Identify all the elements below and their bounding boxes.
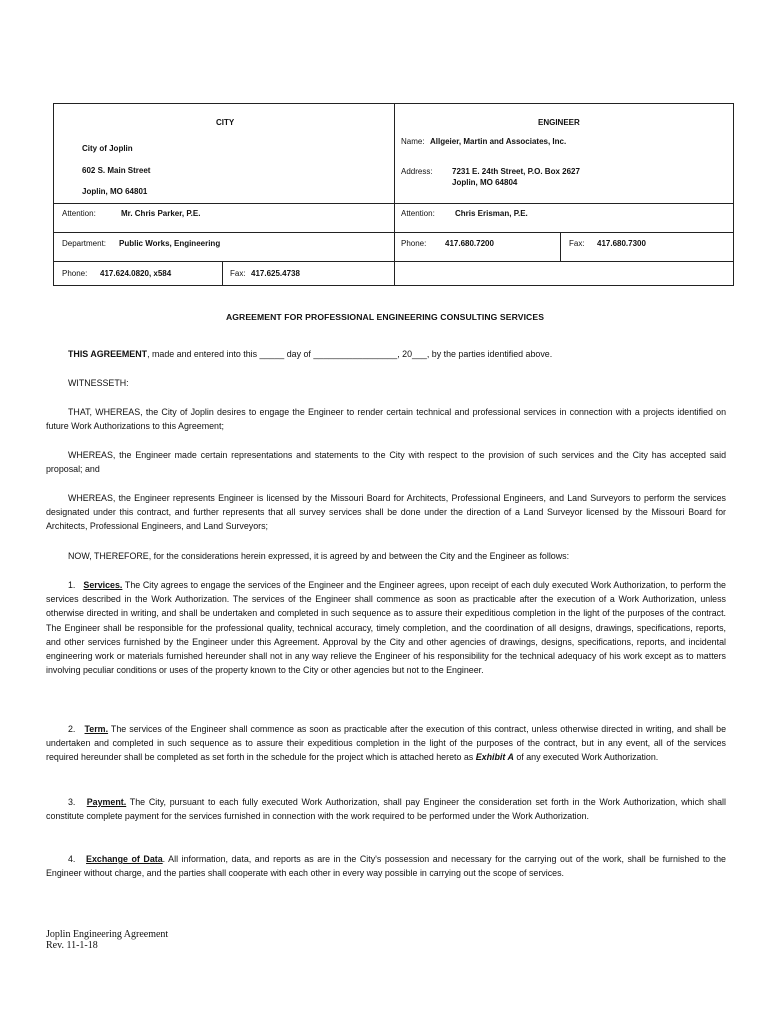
witnesseth-text: WITNESSETH: <box>68 378 129 388</box>
city-fax-value: 417.625.4738 <box>251 269 300 278</box>
section-text: The services of the Engineer shall commence as soon as practicable after the execution of this contract, unless otherwise directed in writing, and shall be undertaken and completed in such sequence as to assure their expeditious completion in the light of the purposes of the contract, but in any event, all of the services required hereunder shall be completed as set forth in the schedule for the project which is attached hereto as <box>46 724 727 763</box>
witnesseth-paragraph <box>46 376 726 390</box>
engineer-address-label: Address: <box>401 167 433 176</box>
city-attention-value: Mr. Chris Parker, P.E. <box>121 209 201 218</box>
whereas-paragraph-3 <box>46 491 726 534</box>
table-rule <box>394 203 734 204</box>
engineer-address-line2: Joplin, MO 64804 <box>452 178 518 187</box>
section-text: The City agrees to engage the services of the Engineer and the Engineer agrees, upon receipt of each duly executed Work Authorization, to perform the services described in the Work Authorization. The services of the Engineer shall commence as soon as practicable after the execution of a Work Authorization, unless otherwise directed in writing, and shall be undertaken and completed in such sequence as to assure their expeditious completion in the light of the purposes of the contract. The Engineer shall be responsible for the professional quality, technical accuracy, timely completion, and the coordination of all designs, drawings, specifications, reports, and other services furnished by the Engineer under this Agreement. Approval by the City and other agencies of drawings, designs, specifications, reports, and incidental engineering work or materials furnished hereunder shall not in any way relieve the Engineer of his responsibility for the technical adequacy of his work except as to matters involving peculiar conditions or uses of the property known to the City or other agencies but not to the Engineer. <box>46 580 726 676</box>
city-heading: CITY <box>216 118 235 127</box>
section-number: 4. <box>68 854 76 864</box>
section-heading: Payment. <box>86 797 127 807</box>
table-rule <box>54 232 394 233</box>
engineer-name-value: Allgeier, Martin and Associates, Inc. <box>430 137 567 146</box>
city-attention-label: Attention: <box>62 209 96 218</box>
section-number: 1. <box>68 580 76 590</box>
city-phone-value: 417.624.0820, x584 <box>100 269 172 278</box>
engineer-heading: ENGINEER <box>538 118 580 127</box>
engineer-phone-value: 417.680.7200 <box>445 239 494 248</box>
city-department-label: Department: <box>62 239 107 248</box>
intro-text: , made and entered into this _____ day of _________________, 20___, by the parties identified above. <box>147 349 553 359</box>
city-name: City of Joplin <box>82 144 133 153</box>
section-services <box>46 578 726 677</box>
footer-revision: Rev. 11-1-18 <box>46 940 98 951</box>
section-number: 3. <box>68 797 76 807</box>
table-rule <box>394 261 734 262</box>
section-exchange-of-data <box>46 852 726 880</box>
engineer-fax-label: Fax: <box>569 239 585 248</box>
table-divider <box>222 261 223 286</box>
intro-lead: THIS AGREEMENT <box>68 349 148 359</box>
engineer-name-label: Name: <box>401 137 425 146</box>
parties-table <box>53 103 734 286</box>
engineer-attention-label: Attention: <box>401 209 435 218</box>
engineer-attention-value: Chris Erisman, P.E. <box>455 209 528 218</box>
exhibit-reference: Exhibit A <box>475 752 514 763</box>
section-text-end: of any executed Work Authorization. <box>513 752 659 763</box>
whereas-text-3: WHEREAS, the Engineer represents Engineer is licensed by the Missouri Board for Architects, Professional Engineers, and Land Surveyors to perform the services designated under this contract, and further represents that all survey services shall be done under the direction of a Land Surveyor licensed by the Missouri Board for Architects, Professional Engineers, and Land Surveyors; <box>46 493 726 532</box>
section-heading: Exchange of Data <box>86 854 163 864</box>
now-therefore-text: NOW, THEREFORE, for the considerations herein expressed, it is agreed by and between the City and the Engineer as follows: <box>68 551 570 561</box>
footer-title: Joplin Engineering Agreement <box>46 929 169 940</box>
agreement-title: AGREEMENT FOR PROFESSIONAL ENGINEERING CONSULTING SERVICES <box>225 312 545 322</box>
section-text: The City, pursuant to each fully executed Work Authorization, shall pay Engineer the consideration set forth in the Work Authorization, which shall constitute complete payment for the services furnished in connection with the work required to be performed under the Work Authorization. <box>46 797 726 822</box>
section-number: 2. <box>68 724 76 734</box>
city-citystate: Joplin, MO 64801 <box>82 187 148 196</box>
whereas-text-2: WHEREAS, the Engineer made certain representations and statements to the City with respect to the provision of such services and the City has accepted said proposal; and <box>46 450 726 475</box>
section-heading: Term. <box>84 724 109 734</box>
engineer-phone-label: Phone: <box>401 239 427 248</box>
section-term <box>46 722 726 765</box>
table-divider <box>560 232 561 261</box>
whereas-text-1: THAT, WHEREAS, the City of Joplin desires to engage the Engineer to render certain technical and professional services in connection with a projects identified on future Work Authorizations to this Agreement; <box>46 407 726 432</box>
table-rule <box>394 232 734 233</box>
table-divider <box>394 104 395 285</box>
section-text: . All information, data, and reports as are in the City's possession and necessary for the carrying out of the work, shall be furnished to the Engineer without charge, and the parties shall cooperate with each other in every way possible in carrying out the scope of services. <box>46 854 726 879</box>
engineer-address-line1: 7231 E. 24th Street, P.O. Box 2627 <box>452 167 580 176</box>
city-department-value: Public Works, Engineering <box>119 239 221 248</box>
page-footer <box>46 929 168 951</box>
section-heading: Services. <box>83 580 123 590</box>
table-rule <box>54 203 394 204</box>
now-therefore-paragraph <box>46 549 726 563</box>
city-street: 602 S. Main Street <box>82 166 151 175</box>
city-phone-label: Phone: <box>62 269 88 278</box>
city-fax-label: Fax: <box>230 269 246 278</box>
whereas-paragraph-1 <box>46 405 726 433</box>
section-payment <box>46 795 726 823</box>
table-rule <box>54 261 394 262</box>
intro-paragraph <box>46 347 726 361</box>
engineer-fax-value: 417.680.7300 <box>597 239 646 248</box>
whereas-paragraph-2 <box>46 448 726 476</box>
